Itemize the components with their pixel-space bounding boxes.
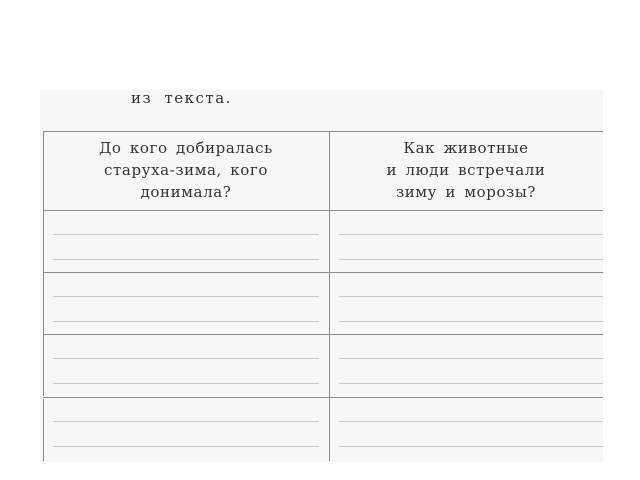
column-header-2 [329,137,603,203]
writing-line[interactable] [53,259,319,260]
table-left-border-lower [43,399,44,461]
writing-line[interactable] [53,234,319,235]
writing-line[interactable] [53,383,319,384]
column-header-1-line-1: До кого добиралась [99,139,273,157]
writing-line[interactable] [53,421,319,422]
table-top-border [43,131,603,132]
column-header-1-line-3: донимала? [140,183,232,201]
writing-line[interactable] [53,321,319,322]
header-bottom-border [43,210,603,211]
writing-line[interactable] [339,421,603,422]
writing-line[interactable] [53,358,319,359]
writing-line[interactable] [339,383,603,384]
answer-table [43,131,603,464]
row-separator-2 [43,334,603,335]
row-separator-1 [43,272,603,273]
column-header-1 [43,137,329,203]
writing-line[interactable] [339,234,603,235]
column-header-2-line-3: зиму и морозы? [395,183,537,201]
writing-line[interactable] [339,259,603,260]
instruction-text-fragment: из текста. [131,89,232,107]
writing-line[interactable] [53,446,319,447]
writing-line[interactable] [339,358,603,359]
writing-line[interactable] [339,446,603,447]
row-separator-3 [43,397,603,398]
column-header-1-line-2: старуха-зима, кого [104,161,268,179]
column-header-2-line-2: и люди встречали [386,161,546,179]
writing-line[interactable] [53,296,319,297]
writing-line[interactable] [339,321,603,322]
column-header-2-line-1: Как животные [403,139,529,157]
writing-line[interactable] [339,296,603,297]
